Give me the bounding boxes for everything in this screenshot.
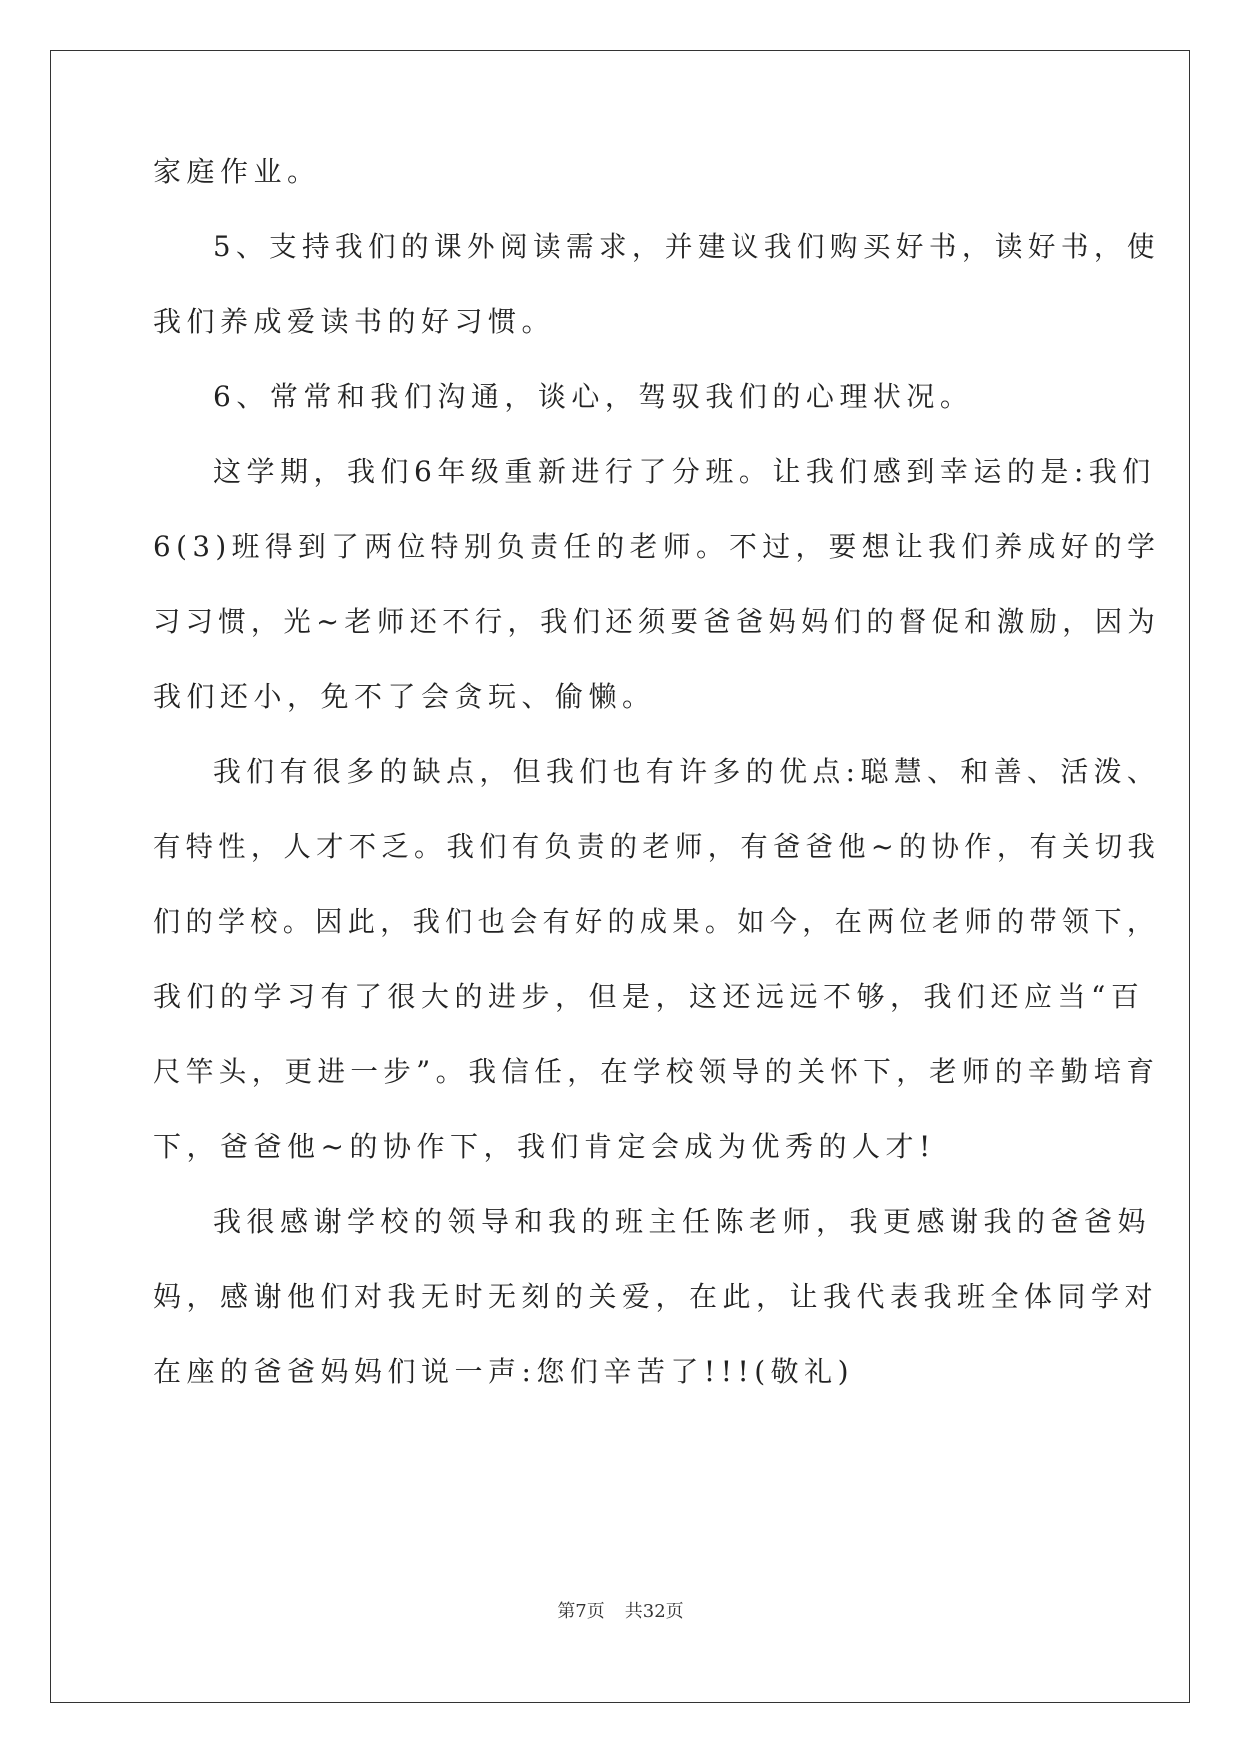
text-line: 我们的学习有了很大的进步，但是，这还远远不够，我们还应当“百: [153, 980, 1145, 1013]
text-line: 家庭作业。: [153, 155, 321, 188]
text-line: 下，爸爸他~的协作下，我们肯定会成为优秀的人才!: [153, 1130, 936, 1163]
text-line: 妈，感谢他们对我无时无刻的关爱，在此，让我代表我班全体同学对: [153, 1280, 1159, 1313]
page-total: 共32页: [624, 1601, 684, 1622]
text-line: 6、常常和我们沟通，谈心，驾驭我们的心理状况。: [213, 380, 974, 413]
text-line: 习习惯，光~老师还不行，我们还须要爸爸妈妈们的督促和激励，因为: [153, 605, 1161, 638]
text-line: 尺竿头，更进一步”。我信任，在学校领导的关怀下，老师的辛勤培育: [153, 1055, 1160, 1088]
text-line: 我们还小，免不了会贪玩、偷懒。: [153, 680, 656, 713]
text-line: 我很感谢学校的领导和我的班主任陈老师，我更感谢我的爸爸妈: [213, 1205, 1152, 1238]
page-number: 第7页: [557, 1601, 605, 1622]
text-line: 5、支持我们的课外阅读需求，并建议我们购买好书，读好书，使: [213, 230, 1160, 263]
text-line: 我们有很多的缺点，但我们也有许多的优点:聪慧、和善、活泼、: [213, 755, 1161, 788]
page-footer: [0, 1600, 1241, 1624]
page-border: [50, 50, 1190, 1703]
text-line: 6(3)班得到了两位特别负责任的老师。不过，要想让我们养成好的学: [153, 530, 1161, 563]
text-line: 有特性，人才不乏。我们有负责的老师，有爸爸他~的协作，有关切我: [153, 830, 1161, 863]
text-line: 这学期，我们6年级重新进行了分班。让我们感到幸运的是:我们: [213, 455, 1156, 488]
text-line: 在座的爸爸妈妈们说一声:您们辛苦了!!!(敬礼): [153, 1355, 855, 1388]
text-line: 们的学校。因此，我们也会有好的成果。如今，在两位老师的带领下，: [153, 905, 1160, 938]
text-line: 我们养成爱读书的好习惯。: [153, 305, 556, 338]
